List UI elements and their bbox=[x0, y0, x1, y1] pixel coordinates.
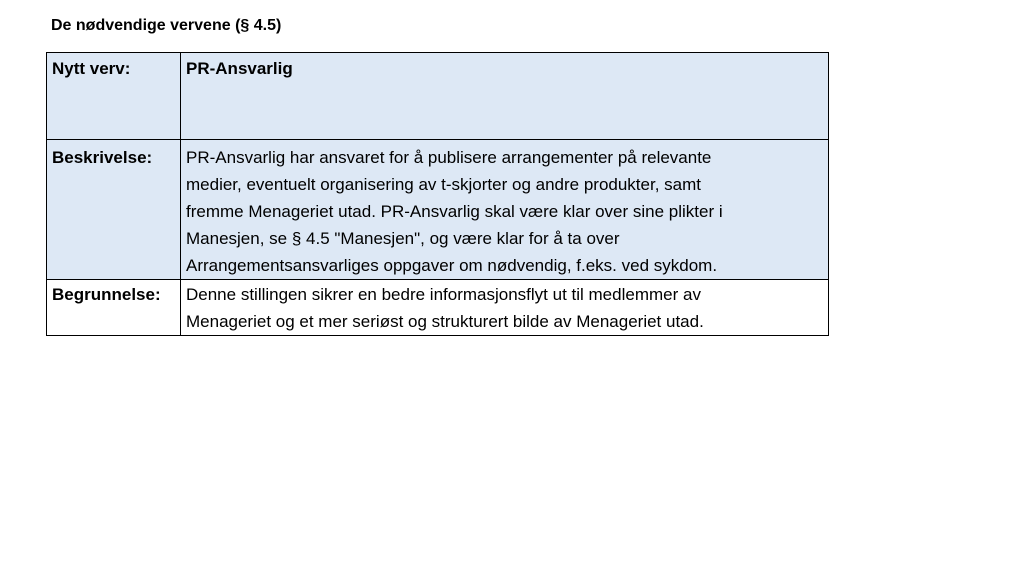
text-line: Manesjen, se § 4.5 "Manesjen", og være klar for å ta over bbox=[186, 229, 620, 248]
text-line: Denne stillingen sikrer en bedre informasjonsflyt ut til medlemmer av bbox=[186, 285, 701, 304]
text-line: medier, eventuelt organisering av t-skjorter og andre produkter, samt bbox=[186, 175, 701, 194]
text-line: fremme Menageriet utad. PR-Ansvarlig skal være klar over sine plikter i bbox=[186, 202, 723, 221]
text-line: Menageriet og et mer seriøst og strukturert bilde av Menageriet utad. bbox=[186, 312, 704, 331]
table-row-begrunnelse bbox=[47, 280, 829, 336]
table-row-beskrivelse bbox=[47, 140, 829, 280]
value-beskrivelse bbox=[181, 140, 829, 280]
text-line: Arrangementsansvarliges oppgaver om nødvendig, f.eks. ved sykdom. bbox=[186, 256, 718, 275]
table-row-nytt-verv bbox=[47, 53, 829, 140]
verv-table bbox=[46, 52, 829, 336]
text-line: PR-Ansvarlig har ansvaret for å publisere arrangementer på relevante bbox=[186, 148, 712, 167]
page-title: De nødvendige vervene (§ 4.5) bbox=[51, 17, 282, 34]
value-begrunnelse bbox=[181, 280, 829, 336]
label-nytt-verv: Nytt verv: bbox=[47, 53, 181, 140]
text-line: PR-Ansvarlig bbox=[186, 59, 293, 78]
value-nytt-verv bbox=[181, 53, 829, 140]
label-beskrivelse: Beskrivelse: bbox=[47, 140, 181, 280]
label-begrunnelse: Begrunnelse: bbox=[47, 280, 181, 336]
